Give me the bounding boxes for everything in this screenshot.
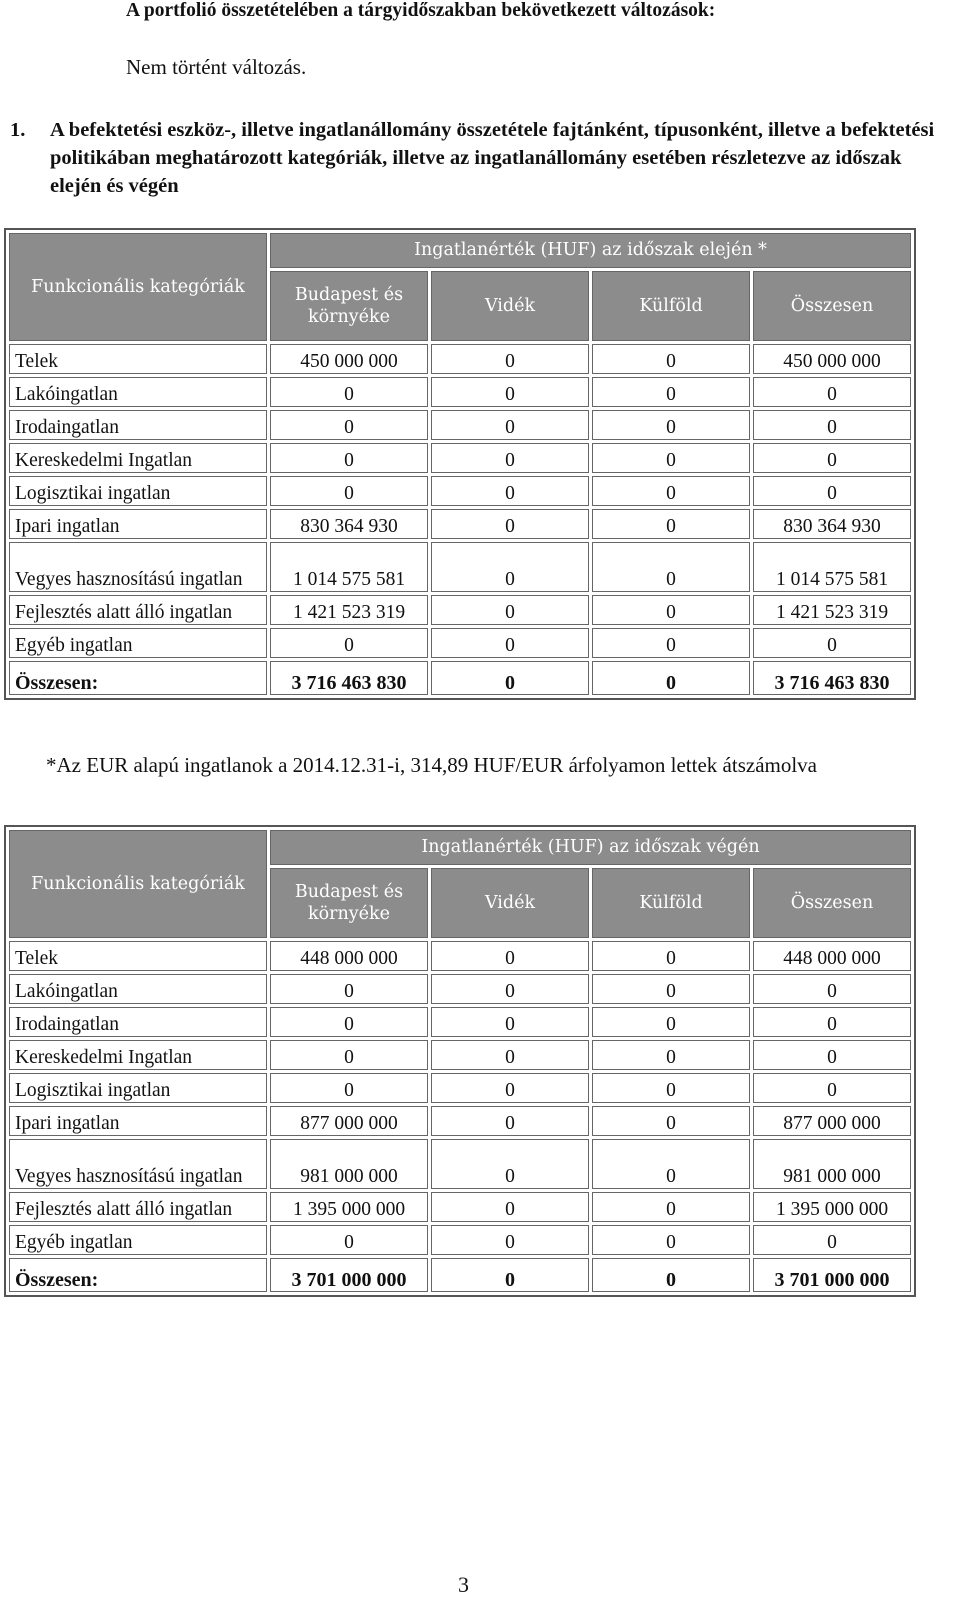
- row-value: 0: [592, 595, 750, 625]
- total-value: 3 701 000 000: [753, 1258, 911, 1292]
- row-value: 1 421 523 319: [753, 595, 911, 625]
- col-header-videk: Vidék: [431, 868, 589, 938]
- total-value: 0: [592, 1258, 750, 1292]
- row-value: 0: [431, 542, 589, 592]
- row-value: 0: [270, 476, 428, 506]
- total-value: 0: [431, 1258, 589, 1292]
- row-value: 0: [592, 1007, 750, 1037]
- row-value: 981 000 000: [753, 1139, 911, 1189]
- table-row: [9, 1073, 911, 1103]
- page-heading: A portfolió összetételében a tárgyidőszakban bekövetkezett változások:: [126, 0, 716, 21]
- row-label: Ipari ingatlan: [9, 1106, 267, 1136]
- row-value: 1 421 523 319: [270, 595, 428, 625]
- row-value: 1 014 575 581: [753, 542, 911, 592]
- total-value: 0: [592, 661, 750, 695]
- row-label: Logisztikai ingatlan: [9, 1073, 267, 1103]
- row-label: Vegyes hasznosítású ingatlan: [9, 542, 267, 592]
- table-row: [9, 941, 911, 971]
- table-period-end: [4, 825, 916, 1297]
- row-label: Lakóingatlan: [9, 974, 267, 1004]
- no-change-text: Nem történt változás.: [126, 55, 307, 79]
- row-value: 877 000 000: [753, 1106, 911, 1136]
- row-value: 0: [270, 1073, 428, 1103]
- table-row: [9, 1225, 911, 1255]
- table-row: [9, 377, 911, 407]
- table-row: [9, 974, 911, 1004]
- total-row: [9, 661, 911, 695]
- total-label: Összesen:: [9, 661, 267, 695]
- row-value: 0: [592, 1040, 750, 1070]
- row-value: 0: [431, 1225, 589, 1255]
- row-value: 0: [270, 410, 428, 440]
- section-title: A befektetési eszköz-, illetve ingatlanállomány összetétele fajtánként, típusonként, illetve a befektetési politikában meghatározott kategóriák, illetve az ingatlanállomány esetében részletezve az időszak elején és végén: [50, 119, 935, 197]
- row-value: 0: [753, 443, 911, 473]
- row-value: 0: [753, 410, 911, 440]
- table-row: [9, 476, 911, 506]
- row-value: 448 000 000: [753, 941, 911, 971]
- row-value: 0: [270, 1040, 428, 1070]
- row-value: 0: [270, 628, 428, 658]
- row-label: Egyéb ingatlan: [9, 1225, 267, 1255]
- col-header-kulfold: Külföld: [592, 868, 750, 938]
- row-value: 0: [592, 1225, 750, 1255]
- row-value: 0: [431, 1007, 589, 1037]
- row-label: Telek: [9, 941, 267, 971]
- total-value: 3 701 000 000: [270, 1258, 428, 1292]
- row-value: 0: [431, 377, 589, 407]
- row-label: Ipari ingatlan: [9, 509, 267, 539]
- row-value: 0: [592, 377, 750, 407]
- row-value: 0: [592, 1073, 750, 1103]
- row-value: 0: [270, 377, 428, 407]
- section-number: 1.: [10, 119, 26, 141]
- row-value: 0: [431, 628, 589, 658]
- category-header: Funkcionális kategóriák: [9, 830, 267, 938]
- col-header-osszesen: Összesen: [753, 868, 911, 938]
- row-value: 0: [431, 941, 589, 971]
- table-row: [9, 595, 911, 625]
- row-value: 0: [270, 443, 428, 473]
- row-value: 0: [431, 1139, 589, 1189]
- group-header: Ingatlanérték (HUF) az időszak elején *: [270, 233, 911, 268]
- total-row: [9, 1258, 911, 1292]
- table-row: [9, 1106, 911, 1136]
- table-row: [9, 1007, 911, 1037]
- row-value: 0: [592, 509, 750, 539]
- group-header: Ingatlanérték (HUF) az időszak végén: [270, 830, 911, 865]
- table-row: [9, 542, 911, 592]
- row-value: 0: [431, 595, 589, 625]
- row-value: 450 000 000: [270, 344, 428, 374]
- table-body: [9, 941, 911, 1292]
- col-header-budapest: Budapest és környéke: [270, 271, 428, 341]
- table-row: [9, 410, 911, 440]
- row-value: 0: [753, 377, 911, 407]
- row-value: 0: [431, 509, 589, 539]
- row-label: Lakóingatlan: [9, 377, 267, 407]
- row-value: 1 014 575 581: [270, 542, 428, 592]
- footnote: *Az EUR alapú ingatlanok a 2014.12.31-i, 314,89 HUF/EUR árfolyamon lettek átszámolva: [46, 753, 818, 777]
- row-value: 877 000 000: [270, 1106, 428, 1136]
- total-value: 3 716 463 830: [270, 661, 428, 695]
- row-value: 830 364 930: [753, 509, 911, 539]
- row-value: 0: [270, 1007, 428, 1037]
- row-value: 0: [753, 974, 911, 1004]
- row-value: 0: [431, 476, 589, 506]
- row-label: Telek: [9, 344, 267, 374]
- col-header-budapest: Budapest és környéke: [270, 868, 428, 938]
- row-label: Egyéb ingatlan: [9, 628, 267, 658]
- row-label: Fejlesztés alatt álló ingatlan: [9, 595, 267, 625]
- row-value: 0: [592, 542, 750, 592]
- row-label: Irodaingatlan: [9, 410, 267, 440]
- row-value: 450 000 000: [753, 344, 911, 374]
- row-value: 0: [431, 344, 589, 374]
- table-row: [9, 1139, 911, 1189]
- row-value: 0: [431, 1106, 589, 1136]
- row-value: 0: [270, 974, 428, 1004]
- total-label: Összesen:: [9, 1258, 267, 1292]
- row-value: 1 395 000 000: [270, 1192, 428, 1222]
- page-number: 3: [458, 1572, 469, 1597]
- row-value: 981 000 000: [270, 1139, 428, 1189]
- row-value: 0: [592, 1106, 750, 1136]
- row-value: 0: [592, 1192, 750, 1222]
- row-value: 0: [592, 410, 750, 440]
- row-value: 830 364 930: [270, 509, 428, 539]
- row-value: 0: [592, 941, 750, 971]
- row-value: 0: [753, 1225, 911, 1255]
- row-label: Vegyes hasznosítású ingatlan: [9, 1139, 267, 1189]
- row-label: Logisztikai ingatlan: [9, 476, 267, 506]
- row-value: 0: [431, 1192, 589, 1222]
- row-value: 1 395 000 000: [753, 1192, 911, 1222]
- row-value: 0: [753, 1073, 911, 1103]
- row-value: 0: [753, 628, 911, 658]
- row-value: 0: [592, 1139, 750, 1189]
- row-value: 0: [753, 1040, 911, 1070]
- table-row: [9, 443, 911, 473]
- row-value: 0: [431, 410, 589, 440]
- category-header: Funkcionális kategóriák: [9, 233, 267, 341]
- row-value: 0: [270, 1225, 428, 1255]
- row-value: 0: [431, 1040, 589, 1070]
- row-value: 0: [431, 1073, 589, 1103]
- col-header-videk: Vidék: [431, 271, 589, 341]
- row-label: Kereskedelmi Ingatlan: [9, 1040, 267, 1070]
- row-value: 0: [592, 974, 750, 1004]
- row-value: 0: [592, 476, 750, 506]
- row-value: 0: [753, 476, 911, 506]
- table-row: [9, 1192, 911, 1222]
- table-row: [9, 628, 911, 658]
- row-value: 0: [431, 443, 589, 473]
- total-value: 3 716 463 830: [753, 661, 911, 695]
- row-value: 0: [753, 1007, 911, 1037]
- table-body: [9, 344, 911, 695]
- row-value: 0: [431, 974, 589, 1004]
- row-label: Irodaingatlan: [9, 1007, 267, 1037]
- row-value: 448 000 000: [270, 941, 428, 971]
- col-header-kulfold: Külföld: [592, 271, 750, 341]
- table-row: [9, 509, 911, 539]
- row-value: 0: [592, 344, 750, 374]
- row-value: 0: [592, 443, 750, 473]
- col-header-osszesen: Összesen: [753, 271, 911, 341]
- table-row: [9, 1040, 911, 1070]
- total-value: 0: [431, 661, 589, 695]
- row-label: Fejlesztés alatt álló ingatlan: [9, 1192, 267, 1222]
- table-row: [9, 344, 911, 374]
- table-period-start: [4, 228, 916, 700]
- row-label: Kereskedelmi Ingatlan: [9, 443, 267, 473]
- row-value: 0: [592, 628, 750, 658]
